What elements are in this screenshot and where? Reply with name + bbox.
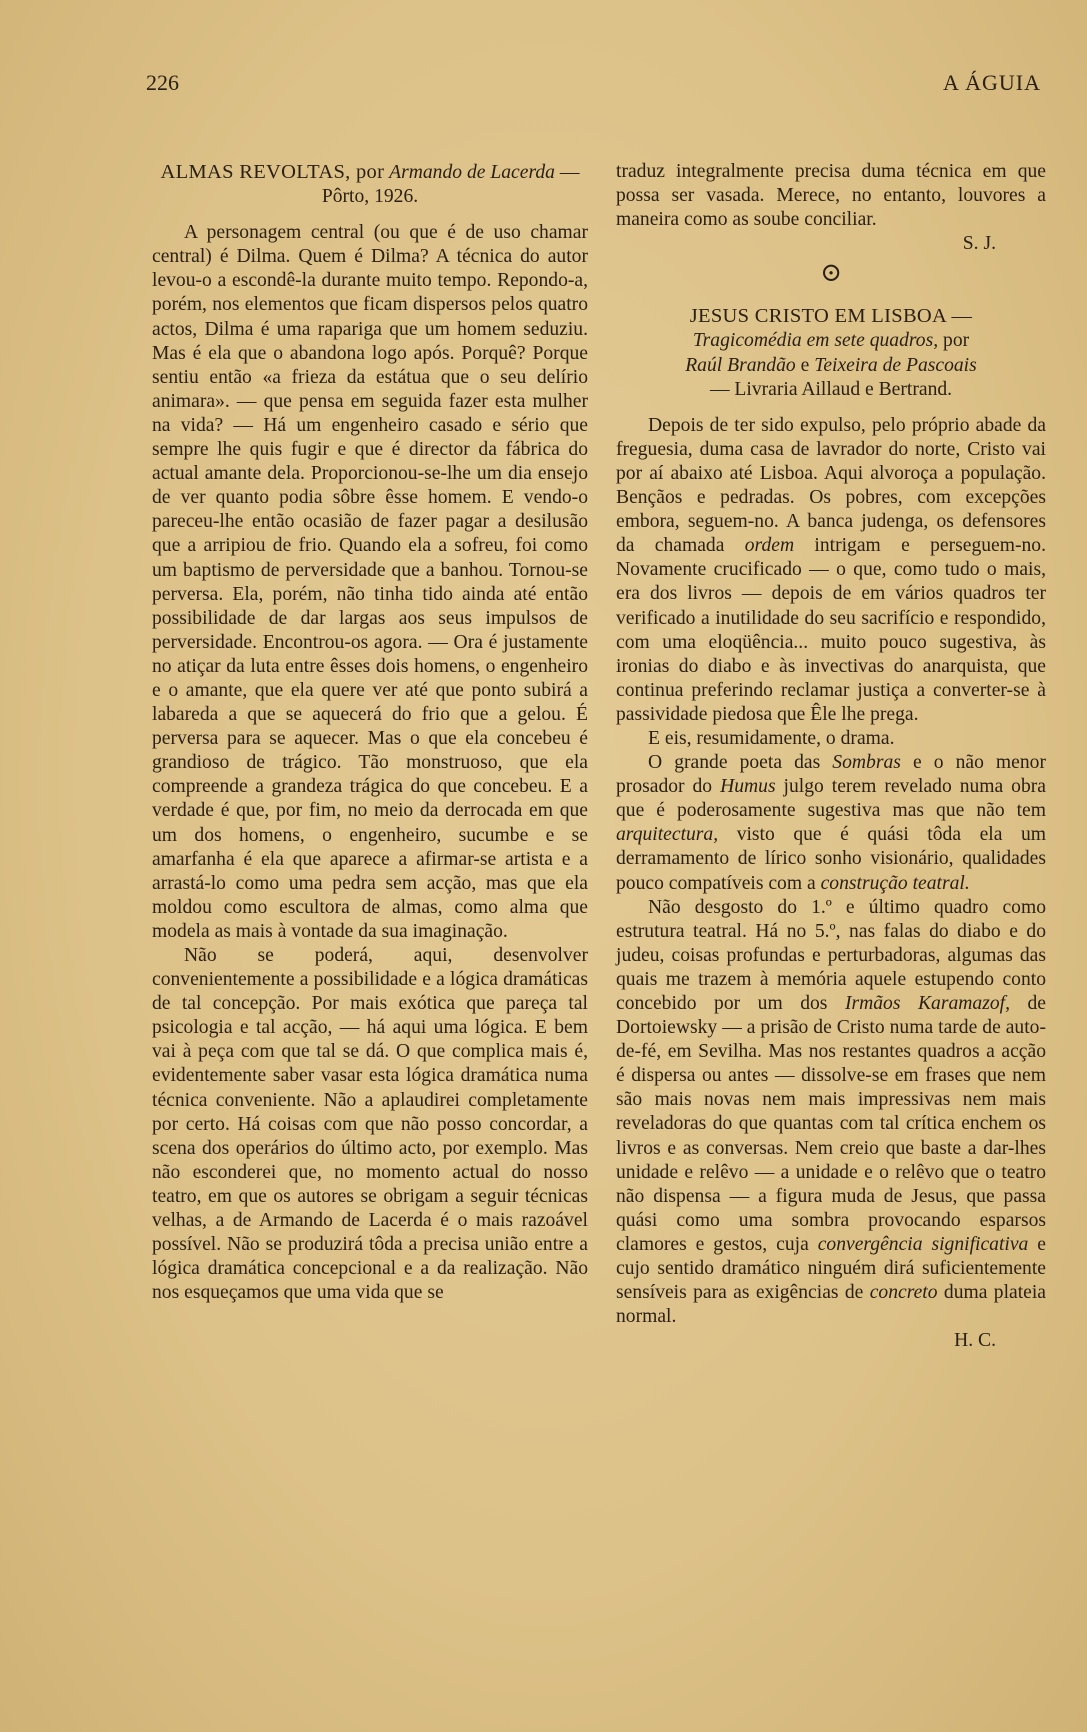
review-paragraph: Depois de ter sido expulso, pelo próprio abade da freguesia, duma casa de lavrador do norte, Cristo vai por aí abaixo até Lisboa. Aqui alvoroça a população. Bençãos e pedradas. Os pobres, com excepções embora, seguem-no. A banca judenga, os defensores da chamada ordem intrigam e perseguem-no. Novamente crucificado — o que, como tudo o mais, era dos livros — depois de em vários quadros ter verificado a inutilidade do seu sacrifício e respondido, com uma eloqüência... muito pouco sugestiva, às ironias do diabo e às invectivas do anarquista, que continua preferindo reclamar justiça a converter-se à passividade piedosa que Êle lhe prega. (616, 414, 1046, 725)
review-title-almas-revoltas: ALMAS REVOLTAS, por Armando de Lacerda — Pôrto, 1926. (160, 161, 580, 208)
page-number: 226 (146, 70, 179, 95)
review-author: Armando de Lacerda (389, 162, 555, 183)
review-publisher: — Livraria Aillaud e Bertrand. (709, 378, 953, 400)
journal-title: A ÁGUIA (942, 70, 1041, 95)
review-paragraph: E eis, resumidamente, o drama. (648, 727, 895, 749)
review-paragraph: Não se poderá, aqui, desenvolver convenientemente a possibilidade e a lógica dramáticas de tal concepção. Por mais exótica que pareça tal psicologia e tal acção, — há aqui uma lógica. E bem vai à peça com que tal se dá. O que complica mais é, evidentemente saber vasar esta lógica dramática numa técnica conveniente. Não a aplaudirei completamente por certo. Há coisas com que não posso concordar, a scena dos operários do último acto, por exemplo. Mas não esconderei que, no momento actual do nosso teatro, em que os autores se obrigam a seguir técnicas velhas, a de Armando de Lacerda é o mais razoável possível. Não se produzirá tôda a precisa união entre a lógica dramática concepcional e a da realização. Não nos esqueçamos que uma vida que se (152, 945, 588, 1304)
review-publication: — Pôrto, 1926. (321, 162, 580, 208)
review-paragraph: A personagem central (ou que é de uso chamar central) é Dilma. Quem é Dilma? A técnica do autor levou-o a escondê-la durante muito tempo. Repondo-a, porém, nos elementos que ficam dispersos pelos quatro actos, Dilma é uma rapariga que um homem seduziu. Mas é ela que o abandona logo após. Porquê? Porque sentiu então «a frieza da estátua que o seu delírio animara». — que pensa em seguida fazer esta mulher na vida? — Há um engenheiro casado e sério que sempre lhe quis fugir e que é director da fábrica do actual amante dela. Proporcionou-se-lhe um dia ensejo de ver quanto podia sôbre êsse homem. E vendo-o pareceu-lhe então ocasião de fazer pagar a desilusão que a arripiou de frio. Quando ela a sofreu, foi como um baptismo de perversidade que a banhou. Tornou-se perversa. Ela, porém, não tinha tido ainda até então possibilidade de dar largas aos seus impulsos de perversidade. Encontrou-os agora. — Ora é justamente no atiçar da luta entre êsses dois homens, o engenheiro e o amante, que ela quere ver até que ponto subirá a labareda a que se aquecerá do frio que a gelou. É perversa para se aquecer. Mas o que ela concebeu é grandioso de trágico. Tão monstruoso, que ela compreende a grandeza trágica do que concebeu. E a verdade é que, por fim, no meio da derrocada em que um dos homens, o engenheiro, sucumbe e se amarfanha é ela que aparece a afirmar-se artista e a arrastá-lo como uma pedra sem acção, mas que ela moldou como escultora de almas, como alma que modela as mais à vontade da sua imaginação. (152, 222, 588, 942)
page-header (146, 70, 1041, 110)
review-signature: H. C. (954, 1330, 996, 1352)
review-paragraph: Não desgosto do 1.º e último quadro como estrutura teatral. Há no 5.º, nas falas do diabo e do judeu, coisas profundas e perturbadoras, algumas das quais me trazem à memória aquele estupendo conto concebido por um dos Irmãos Karamazof, de Dortoiewsky — a prisão de Cristo numa tarde de auto-de-fé, em Sevilha. Mas nos restantes quadros a acção é dispersa ou antes — dissolve-se em frases que nem são mais novas nem mais impressivas nem mais reveladoras do que quantas com tal crítica enchem os livros e as conversas. Nem creio que baste a dar-lhes unidade e relêvo — a unidade e o relêvo que o teatro não dispensa — a figura muda de Jesus, que passa quási como uma sombra provocando esparsos clamores e gestos, cuja convergência significativa e cujo sentido dramático ninguém dirá suficientemente sensíveis para as exigências de concreto duma plateia normal. (616, 896, 1047, 1328)
review-author: Teixeira de Pascoais (814, 354, 977, 376)
review-signature: S. J. (962, 233, 996, 255)
left-column (152, 160, 588, 1305)
review-paragraph-continuation: traduz integralmente precisa duma técnica em que possa ser vasada. Merece, no entanto, louvores a maneira como as soube conciliar. (616, 161, 1046, 231)
review-subtitle: Tragicomédia em sete quadros, (692, 330, 939, 352)
review-author: Raúl Brandão (685, 354, 796, 376)
right-column (616, 160, 1046, 1353)
review-paragraph: O grande poeta das Sombras e o não menor prosador do Humus julgo terem revelado numa obra que é poderosamente sugestiva mas que não tem arquitectura, visto que é quási tôda ela um derramamento de lírico sonho visionário, qualidades pouco compatíveis com a construção teatral. (616, 752, 1046, 894)
section-divider-icon: ⊙ (820, 258, 842, 288)
review-title-jesus-cristo: JESUS CRISTO EM LISBOA — Tragicomédia em sete quadros, por Raúl Brandão e Teixeira de Pascoais — Livraria Aillaud e Bertrand. (685, 305, 977, 400)
